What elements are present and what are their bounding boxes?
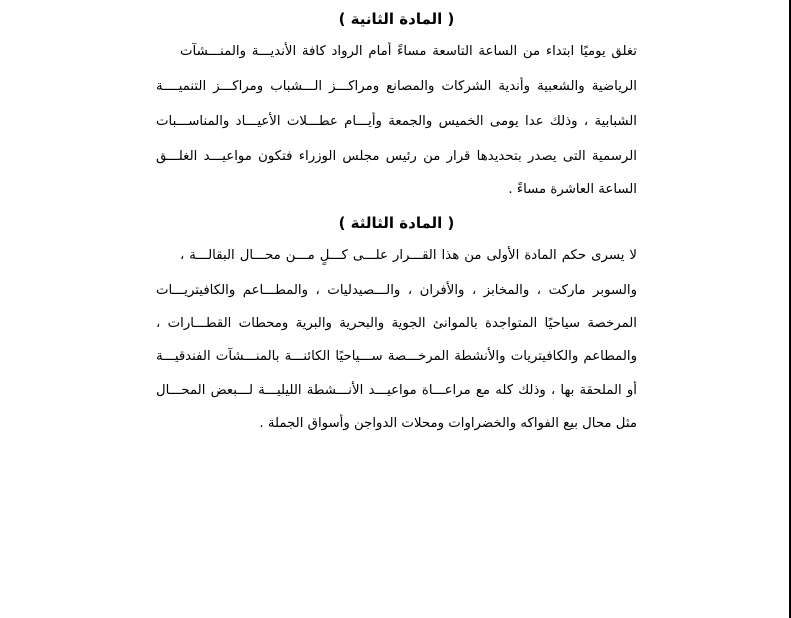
paragraph-line: تغلق يوميًا ابتداء من الساعة التاسعة مساءً أمام الرواد كافة الأنديـــة والمنـــشآت — [180, 44, 637, 59]
paragraph-line: لا يسرى حكم المادة الأولى من هذا القـــرار علـــى كـــلٍ مـــن محـــال البقالـــة ، — [180, 248, 637, 263]
paragraph-line: الساعة العاشرة مساءً . — [508, 182, 637, 197]
paragraph-line: المرخصة سياحيًا المتواجدة بالموانئ الجوية والبحرية والبرية ومحطات القطـــارات ، — [156, 316, 637, 331]
paragraph-line: الرسمية التى يصدر بتحديدها قرار من رئيس مجلس الوزراء فتكون مواعيـــد الغلـــق — [156, 149, 637, 164]
paragraph-line: الشبابية ، وذلك عدا يومى الخميس والجمعة وأيـــام عطـــلات الأعيـــاد والمناســـبات — [156, 114, 637, 129]
article-heading: ( المادة الثانية ) — [338, 10, 455, 28]
paragraph-line: الرياضية والشعبية وأندية الشركات والمصانع ومراكـــز الـــشباب ومراكـــز التنميــــة — [156, 79, 637, 94]
paragraph-line: والمطاعم والكافيتريات والأنشطة المرخـــصة ســـياحيًا الكائنـــة بالمنـــشآت الفندقيـــة — [156, 349, 637, 364]
paragraph-line: والسوبر ماركت ، والمخابز ، والأفران ، والـــصيدليات ، والمطـــاعم والكافيتريـــات — [156, 283, 637, 298]
paragraph-line: أو الملحقة بها ، وذلك كله مع مراعـــاة مواعيـــد الأنـــشطة الليليـــة لـــبعض المحـــال — [156, 383, 637, 398]
paragraph-line: مثل محال بيع الفواكه والخضراوات ومحلات الدواجن وأسواق الجملة . — [259, 416, 637, 431]
article-heading: ( المادة الثالثة ) — [338, 214, 455, 232]
